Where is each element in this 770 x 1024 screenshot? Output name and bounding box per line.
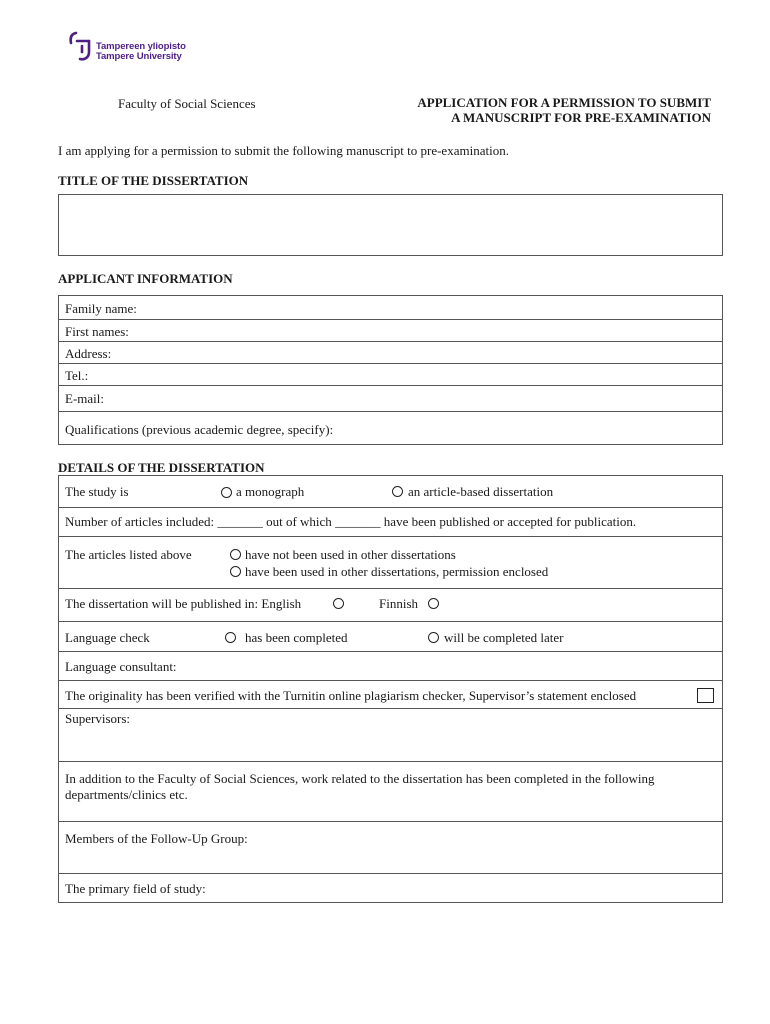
not-used-label: have not been used in other dissertations [245,547,456,562]
applicant-section-heading: APPLICANT INFORMATION [58,271,233,286]
first-names-field[interactable] [59,319,722,341]
field-of-study-label: The primary field of study: [65,881,206,896]
field-of-study-field[interactable] [59,873,722,903]
not-used-radio[interactable] [230,549,241,560]
english-radio[interactable] [333,598,344,609]
monograph-label: a monograph [236,484,305,499]
application-title-line-1: APPLICATION FOR A PERMISSION TO SUBMIT [417,95,711,110]
qualifications-label: Qualifications (previous academic degree, specify): [65,422,334,437]
qualifications-field[interactable] [59,411,722,445]
follow-up-group-label: Members of the Follow-Up Group: [65,831,248,846]
address-field[interactable] [59,341,722,363]
family-name-field[interactable] [59,296,722,319]
supervisor-statement-checkbox[interactable] [697,688,714,703]
published-in-label: The dissertation will be published in: English [65,596,302,611]
later-label: will be completed later [444,630,564,645]
articles-use-row [59,536,722,588]
originality-row [59,680,722,708]
supervisors-field[interactable] [59,708,722,761]
tel-label: Tel.: [65,368,89,383]
finnish-label: Finnish [379,596,419,611]
articles-count-label: Number of articles included: _______ out of which _______ have been published or accepted for publication. [65,514,637,529]
follow-up-group-field[interactable] [59,821,722,873]
supervisors-label: Supervisors: [65,711,130,726]
departments-field[interactable] [59,761,722,821]
dissertation-title-field[interactable] [58,194,723,256]
language-consultant-field[interactable] [59,651,722,680]
monograph-radio[interactable] [221,487,232,498]
study-type-row [59,476,722,507]
email-field[interactable] [59,385,722,411]
language-consultant-label: Language consultant: [65,659,177,674]
application-title [380,95,711,125]
departments-label-line-2: departments/clinics etc. [65,787,188,802]
address-label: Address: [65,346,112,361]
details-table [58,475,723,903]
application-title-line-2: A MANUSCRIPT FOR PRE-EXAMINATION [451,110,711,125]
tel-field[interactable] [59,363,722,385]
title-section-heading: TITLE OF THE DISSERTATION [58,173,249,188]
later-radio[interactable] [428,632,439,643]
article-based-label: an article-based dissertation [408,484,554,499]
been-used-label: have been used in other dissertations, permission enclosed [245,564,549,579]
applicant-info-table [58,295,723,445]
intro-text: I am applying for a permission to submit the following manuscript to pre-examination. [58,143,509,158]
email-label: E-mail: [65,391,104,406]
completed-radio[interactable] [225,632,236,643]
faculty-name: Faculty of Social Sciences [118,96,256,111]
departments-label-line-1: In addition to the Faculty of Social Sciences, work related to the dissertation has been completed in the following [65,771,655,786]
family-name-label: Family name: [65,301,137,316]
finnish-radio[interactable] [428,598,439,609]
language-check-row [59,621,722,651]
tampere-logo-icon [68,30,96,64]
study-is-label: The study is [65,484,129,499]
article-based-radio[interactable] [392,486,403,497]
articles-listed-label: The articles listed above [65,547,192,562]
originality-label: The originality has been verified with the Turnitin online plagiarism checker, Supervisor’s statement enclosed [65,688,637,703]
publication-language-row [59,588,722,621]
completed-label: has been completed [245,630,348,645]
been-used-radio[interactable] [230,566,241,577]
articles-count-row[interactable] [59,507,722,536]
university-logo [68,30,208,66]
details-section-heading: DETAILS OF THE DISSERTATION [58,460,265,475]
logo-line-1: Tampereen yliopisto [96,41,186,52]
logo-line-2: Tampere University [96,51,182,62]
language-check-label: Language check [65,630,150,645]
first-names-label: First names: [65,324,129,339]
